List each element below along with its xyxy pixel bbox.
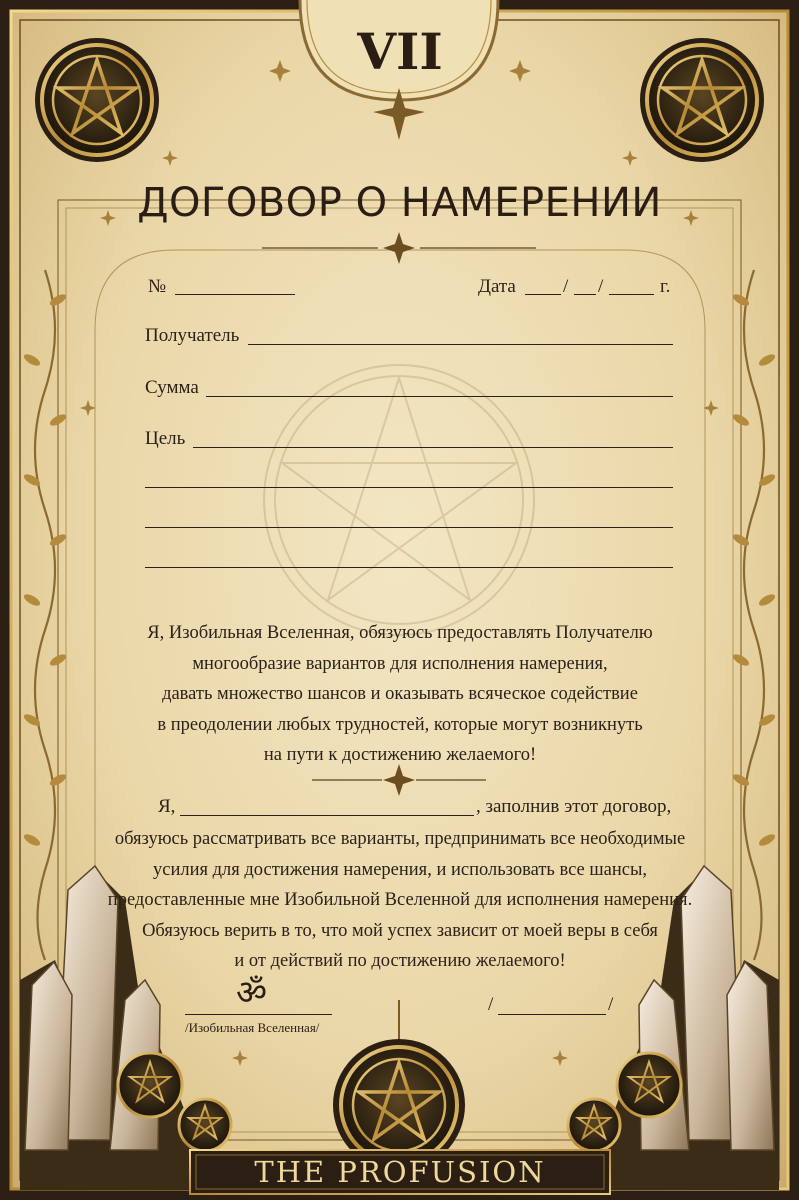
recipient-pledge-line: обязуюсь рассматривать все варианты, предпринимать все необходимые xyxy=(114,829,686,849)
recipient-label: Получатель xyxy=(145,325,240,346)
goal-line-2[interactable] xyxy=(145,487,673,488)
recipient-field[interactable] xyxy=(248,344,673,345)
universe-pledge-line: на пути к достижению желаемого! xyxy=(263,745,537,765)
date-month-field[interactable] xyxy=(574,294,596,295)
number-label: № xyxy=(148,276,167,297)
sum-field[interactable] xyxy=(206,396,673,397)
universe-pledge-line: в преодолении любых трудностей, которые могут возникнуть xyxy=(157,714,643,735)
goal-line-3[interactable] xyxy=(145,527,673,528)
bottom-medallion xyxy=(333,1000,465,1171)
signature-slash-left: / xyxy=(488,994,494,1015)
signature-slash-right: / xyxy=(608,994,614,1015)
recipient-signature-field[interactable] xyxy=(498,1014,606,1015)
date-label: Дата xyxy=(478,276,516,297)
recipient-pledge-line: предоставленные мне Изобильной Вселенной для исполнения намерения. xyxy=(107,890,693,910)
universe-pledge xyxy=(110,618,690,771)
roman-numeral: VII xyxy=(357,22,443,81)
date-separator-1: / xyxy=(563,276,569,297)
pledge-intro-suffix: , заполнив этот договор, xyxy=(476,796,672,817)
pledge-name-field[interactable] xyxy=(180,815,474,816)
recipient-pledge-line: Обязуюсь верить в то, что мой успех зависит от моей веры в себя xyxy=(142,920,658,941)
page-title: ДОГОВОР О НАМЕРЕНИИ xyxy=(137,180,662,226)
om-symbol: ॐ xyxy=(236,973,268,1013)
universe-pledge-line: давать множество шансов и оказывать всяческое содействие xyxy=(162,684,638,704)
goal-label: Цель xyxy=(145,428,186,449)
date-suffix: г. xyxy=(660,276,671,297)
date-separator-2: / xyxy=(598,276,604,297)
goal-line-4[interactable] xyxy=(145,567,673,568)
number-field[interactable] xyxy=(175,294,295,295)
footer-banner: THE PROFUSION xyxy=(254,1155,546,1189)
date-day-field[interactable] xyxy=(525,294,561,295)
recipient-pledge xyxy=(95,824,705,977)
date-year-field[interactable] xyxy=(609,294,654,295)
corner-pentacle-tl xyxy=(35,38,159,162)
recipient-pledge-line: и от действий по достижению желаемого! xyxy=(234,951,566,971)
universe-signature-line xyxy=(185,1014,332,1015)
recipient-pledge-line: усилия для достижения намерения, и использовать все шансы, xyxy=(152,859,648,880)
universe-signature-caption: /Изобильная Вселенная/ xyxy=(185,1020,320,1035)
universe-pledge-line: Я, Изобильная Вселенная, обязуюсь предоставлять Получателю xyxy=(147,623,653,643)
universe-pledge-line: многообразие вариантов для исполнения намерения, xyxy=(192,653,608,674)
sum-label: Сумма xyxy=(145,377,199,398)
title-divider xyxy=(262,232,536,264)
corner-pentacle-tr xyxy=(640,38,764,162)
goal-field[interactable] xyxy=(193,447,673,448)
pledge-intro: Я, xyxy=(158,796,176,817)
